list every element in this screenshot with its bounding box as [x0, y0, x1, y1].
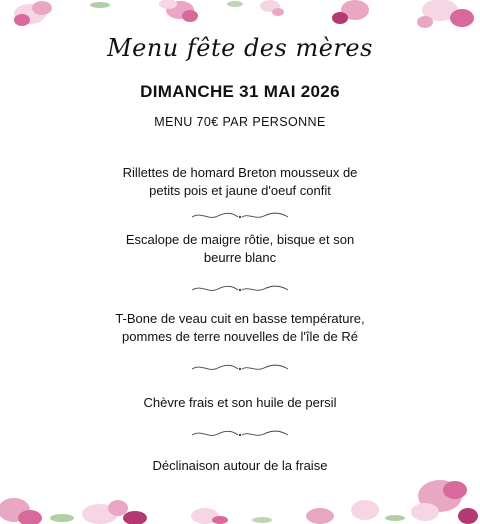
- course-1-line-2: petits pois et jaune d'oeuf confit: [149, 183, 331, 198]
- course-3-line-2: pommes de terre nouvelles de l'île de Ré: [122, 329, 358, 344]
- ornament-divider: [190, 362, 290, 374]
- flower-icon: [159, 0, 198, 22]
- course-3: [90, 310, 390, 346]
- menu-price: MENU 70€ PAR PERSONNE: [154, 115, 326, 129]
- course-5-line-1: Déclinaison autour de la fraise: [152, 458, 328, 473]
- course-1: [90, 164, 390, 200]
- flower-icon: [14, 1, 52, 26]
- flower-icon: [0, 498, 42, 524]
- flower-icon: [332, 0, 369, 24]
- menu-title: Menu fête des mères: [107, 34, 373, 62]
- magnolia-border-bottom: [0, 468, 480, 524]
- course-1-line-1: Rillettes de homard Breton mousseux de: [122, 165, 358, 180]
- flower-icon: [417, 0, 474, 28]
- event-date: DIMANCHE 31 MAI 2026: [140, 82, 340, 101]
- ornament-divider: [190, 428, 290, 440]
- flower-icon: [82, 500, 147, 524]
- flower-icon: [191, 508, 228, 524]
- flower-icon: [411, 480, 478, 524]
- course-2: [90, 231, 390, 267]
- course-3-line-1: T-Bone de veau cuit en basse température,: [115, 311, 365, 326]
- course-2-line-1: Escalope de maigre rôtie, bisque et son: [125, 232, 355, 247]
- flower-icon: [260, 0, 284, 16]
- leaf-icon: [50, 514, 405, 523]
- course-5: [90, 457, 390, 475]
- leaf-icon: [90, 1, 243, 8]
- course-2-line-2: beurre blanc: [203, 250, 277, 265]
- ornament-divider: [190, 283, 290, 295]
- course-4: [90, 394, 390, 412]
- ornament-divider: [190, 210, 290, 222]
- course-4-line-1: Chèvre frais et son huile de persil: [143, 395, 337, 410]
- flower-icon: [306, 500, 379, 524]
